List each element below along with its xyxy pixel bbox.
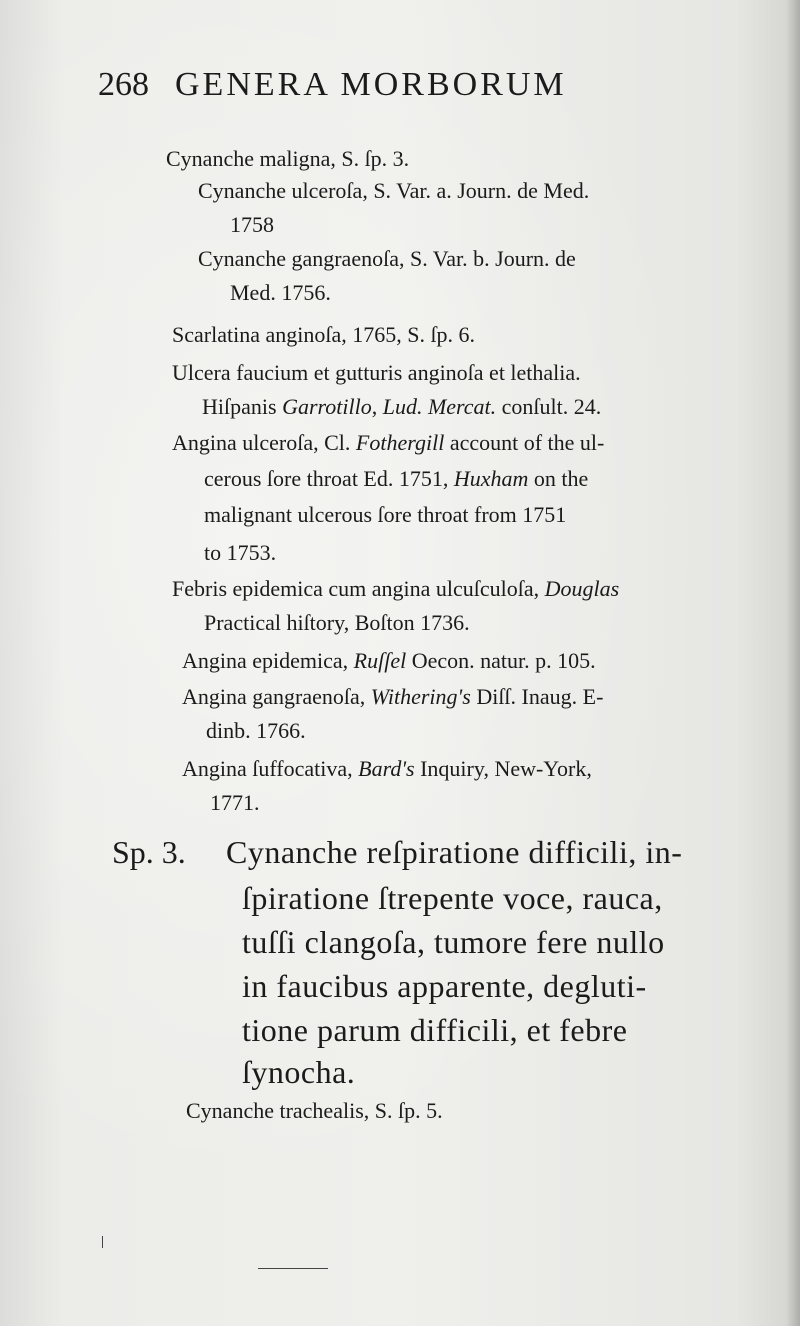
italic-run: Fothergill [355, 430, 445, 455]
text-run: Angina epidemica, [182, 648, 354, 673]
synonym-line: Practical hiſtory, Boſton 1736. [204, 610, 470, 635]
synonym-line: Cynanche trachealis, S. ſp. 5. [186, 1098, 443, 1123]
italic-run: Bard's [358, 756, 415, 781]
synonym-line: 1771. [210, 790, 260, 815]
species-definition-line: ſpiratione ſtrepente voce, rauca, [242, 880, 663, 916]
italic-run: Withering's [370, 684, 471, 709]
species-definition-line: in faucibus apparente, degluti- [242, 968, 647, 1004]
synonym-line [182, 756, 592, 782]
text-run: Inquiry, New-York, [414, 756, 592, 781]
synonym-line: 1758 [230, 212, 274, 237]
synonym-line [182, 648, 596, 674]
species-label: Sp. 3. [112, 834, 186, 870]
text-run: Angina gangraenoſa, [182, 684, 371, 709]
species-definition-line: tuſſi clangoſa, tumore fere nullo [242, 924, 665, 960]
species-definition-line: ſynocha. [242, 1054, 356, 1090]
italic-run: Garrotillo [282, 394, 372, 419]
synonym-line [202, 394, 601, 420]
running-header [98, 66, 567, 104]
page-number: 268 [98, 66, 149, 103]
species-definition-line: tione parum difficili, et febre [242, 1012, 628, 1048]
page-edge-shadow [786, 0, 800, 1326]
text-run: account of the ul- [444, 430, 605, 455]
synonym-line: Cynanche maligna, S. ſp. 3. [166, 146, 410, 171]
italic-run: Ruſſel [353, 648, 407, 673]
italic-run: Huxham [453, 466, 529, 491]
text-run: Febris epidemica cum angina ulcuſculoſa, [172, 576, 545, 601]
synonym-line: Cynanche ulceroſa, S. Var. a. Journ. de Med. [198, 178, 590, 203]
synonym-line: malignant ulcerous ſore throat from 1751 [204, 502, 567, 527]
text-run: Diſſ. Inaug. E- [470, 684, 604, 709]
running-title: GENERA MORBORUM [175, 66, 567, 103]
italic-run: Lud. Mercat. [382, 394, 497, 419]
text-run: on the [528, 466, 589, 491]
text-run: conſult. 24. [496, 394, 602, 419]
synonym-line: Cynanche gangraenoſa, S. Var. b. Journ. de [198, 246, 576, 271]
text-run: Angina ſuffocativa, [182, 756, 359, 781]
synonym-line [182, 684, 603, 710]
synonym-line: Ulcera faucium et gutturis anginoſa et lethalia. [172, 360, 581, 385]
italic-run: Douglas [544, 576, 620, 601]
species-definition-line: Cynanche reſpiratione difficili, in- [226, 834, 683, 870]
synonym-line [172, 430, 604, 456]
text-run: Hiſpanis [202, 394, 283, 419]
synonym-line: dinb. 1766. [206, 718, 306, 743]
text-run: Angina ulceroſa, Cl. [172, 430, 356, 455]
text-run: , [371, 394, 383, 419]
ink-mark [102, 1236, 103, 1248]
synonym-line [172, 576, 619, 602]
ink-mark [258, 1268, 328, 1269]
synonym-line: Med. 1756. [230, 280, 331, 305]
synonym-line [204, 466, 588, 492]
text-run: cerous ſore throat Ed. 1751, [204, 466, 454, 491]
synonym-line: Scarlatina anginoſa, 1765, S. ſp. 6. [172, 322, 476, 347]
text-run: Oecon. natur. p. 105. [406, 648, 596, 673]
synonym-line: to 1753. [204, 540, 277, 565]
